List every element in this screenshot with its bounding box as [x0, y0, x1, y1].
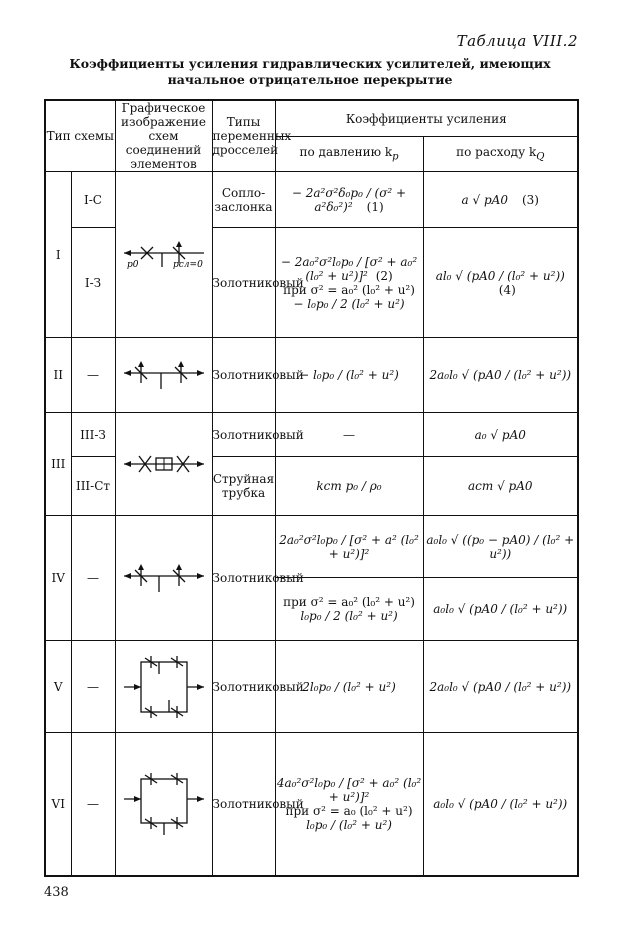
kq-II: 2a₀l₀ √ (pA0 / (l₀² + u²)): [423, 338, 578, 413]
header-by-flow-sub: Q: [536, 150, 545, 162]
ref-1: (1): [366, 199, 384, 214]
scheme-IV-diagram: [119, 558, 209, 598]
kp-VI: [275, 733, 423, 876]
scheme-V: [115, 641, 212, 733]
table-caption: Таблица VIII.2: [456, 32, 578, 50]
kp-IV-1: 2a₀²σ²l₀p₀ / [σ² + a² (l₀² + u²)]²: [275, 516, 423, 578]
type-I: I: [45, 172, 71, 338]
kq-III-Z: a₀ √ pA0: [423, 413, 578, 457]
ref-4: (4): [498, 282, 516, 297]
kq-V: 2a₀l₀ √ (pA0 / (l₀² + u²)): [423, 641, 578, 733]
kp-II: − l₀p₀ / (l₀² + u²): [275, 338, 423, 413]
kq-I-Z-formula: al₀ √ (pA0 / (l₀² + u²)): [435, 268, 565, 283]
header-by-pressure-sub: p: [392, 150, 399, 162]
throttle-III-Z: Золотниковый: [212, 413, 275, 457]
kq-III-St: aст √ pA0: [423, 457, 578, 516]
type-II: II: [45, 338, 71, 413]
subtype-III-Z: III-З: [71, 413, 115, 457]
subtype-IV: —: [71, 516, 115, 641]
type-III: III: [45, 413, 71, 516]
kp-IV-formula-2: l₀p₀ / 2 (l₀² + u²): [300, 609, 398, 623]
header-throttle-types: Типы переменных дросселей: [212, 100, 275, 172]
scheme-III: [115, 413, 212, 516]
kq-I-C: [423, 172, 578, 228]
throttle-V: Золотниковый: [212, 641, 275, 733]
kp-I-Z-formula-2: − l₀p₀ / 2 (l₀² + u²): [293, 296, 405, 311]
header-gain: Коэффициенты усиления: [275, 100, 578, 137]
kq-I-C-formula: a √ pA0: [461, 192, 508, 207]
title-line-1: Коэффициенты усиления гидравлических усилителей, имеющих: [69, 56, 551, 71]
gain-coefficients-table: [44, 99, 579, 877]
type-V: V: [45, 641, 71, 733]
kp-V: 2l₀p₀ / (l₀² + u²): [275, 641, 423, 733]
throttle-IV: Золотниковый: [212, 516, 275, 641]
kq-VI: a₀l₀ √ (pA0 / (l₀² + u²)): [423, 733, 578, 876]
header-by-flow-text: по расходу k: [456, 144, 537, 159]
subtype-II: —: [71, 338, 115, 413]
scheme-label-p0: p0: [126, 259, 139, 270]
kp-III-St: kст p₀ / ρ₀: [275, 457, 423, 516]
page-number: 438: [44, 885, 69, 900]
header-scheme-type: Тип схемы: [45, 100, 115, 172]
kp-VI-condition: при σ² = a₀ (l₀² + u²): [285, 803, 413, 818]
throttle-I-C: Сопло-заслонка: [212, 172, 275, 228]
throttle-II: Золотниковый: [212, 338, 275, 413]
throttle-VI: Золотниковый: [212, 733, 275, 876]
scheme-VI: [115, 733, 212, 876]
ref-2: (2): [375, 268, 393, 283]
kp-I-C: [275, 172, 423, 228]
ref-3: (3): [521, 192, 539, 207]
subtype-VI: —: [71, 733, 115, 876]
type-VI: VI: [45, 733, 71, 876]
scheme-II-diagram: [119, 357, 209, 393]
kp-I-C-formula: − 2a²σ²δ₀p₀ / (σ² + a²δ₀²)²: [291, 185, 407, 214]
kp-I-Z-formula-1: − 2a₀²σ²l₀p₀ / [σ² + a₀² (l₀² + u²)]²: [280, 254, 418, 283]
scheme-I-diagram: [119, 235, 209, 275]
header-by-pressure: [275, 137, 423, 172]
scheme-VI-diagram: [119, 769, 209, 839]
scheme-II: [115, 338, 212, 413]
kq-I-Z: [423, 228, 578, 338]
header-by-pressure-text: по давлению k: [299, 144, 393, 159]
kp-IV-condition: при σ² = a₀² (l₀² + u²): [283, 595, 415, 609]
scheme-V-diagram: [119, 652, 209, 722]
header-graphic: Графическое изображение схем соединений элементов: [115, 100, 212, 172]
subtype-V: —: [71, 641, 115, 733]
scheme-III-diagram: [119, 446, 209, 482]
subtype-I-C: I-С: [71, 172, 115, 228]
header-by-flow: [423, 137, 578, 172]
kp-III-Z: —: [275, 413, 423, 457]
type-IV: IV: [45, 516, 71, 641]
scheme-IV: [115, 516, 212, 641]
kp-VI-formula-1: 4a₀²σ²l₀p₀ / [σ² + a₀² (l₀² + u²)]²: [276, 775, 422, 804]
kp-I-Z-condition: при σ² = a₀² (l₀² + u²): [283, 282, 415, 297]
scheme-label-pcl: pсл=0: [172, 259, 203, 270]
subtype-I-Z: I-З: [71, 228, 115, 338]
kq-IV-1: a₀l₀ √ ((p₀ − pA0) / (l₀² + u²)): [423, 516, 578, 578]
kp-VI-formula-2: l₀p₀ / (l₀² + u²): [306, 817, 392, 832]
title-line-2: начальное отрицательное перекрытие: [167, 72, 453, 87]
throttle-III-St: Струйная трубка: [212, 457, 275, 516]
kp-I-Z: [275, 228, 423, 338]
kp-IV-2: [275, 578, 423, 641]
throttle-I-Z: Золотниковый: [212, 228, 275, 338]
subtype-III-St: III-Ст: [71, 457, 115, 516]
table-title: [0, 56, 620, 88]
scheme-I: [115, 172, 212, 338]
kq-IV-2: a₀l₀ √ (pA0 / (l₀² + u²)): [423, 578, 578, 641]
